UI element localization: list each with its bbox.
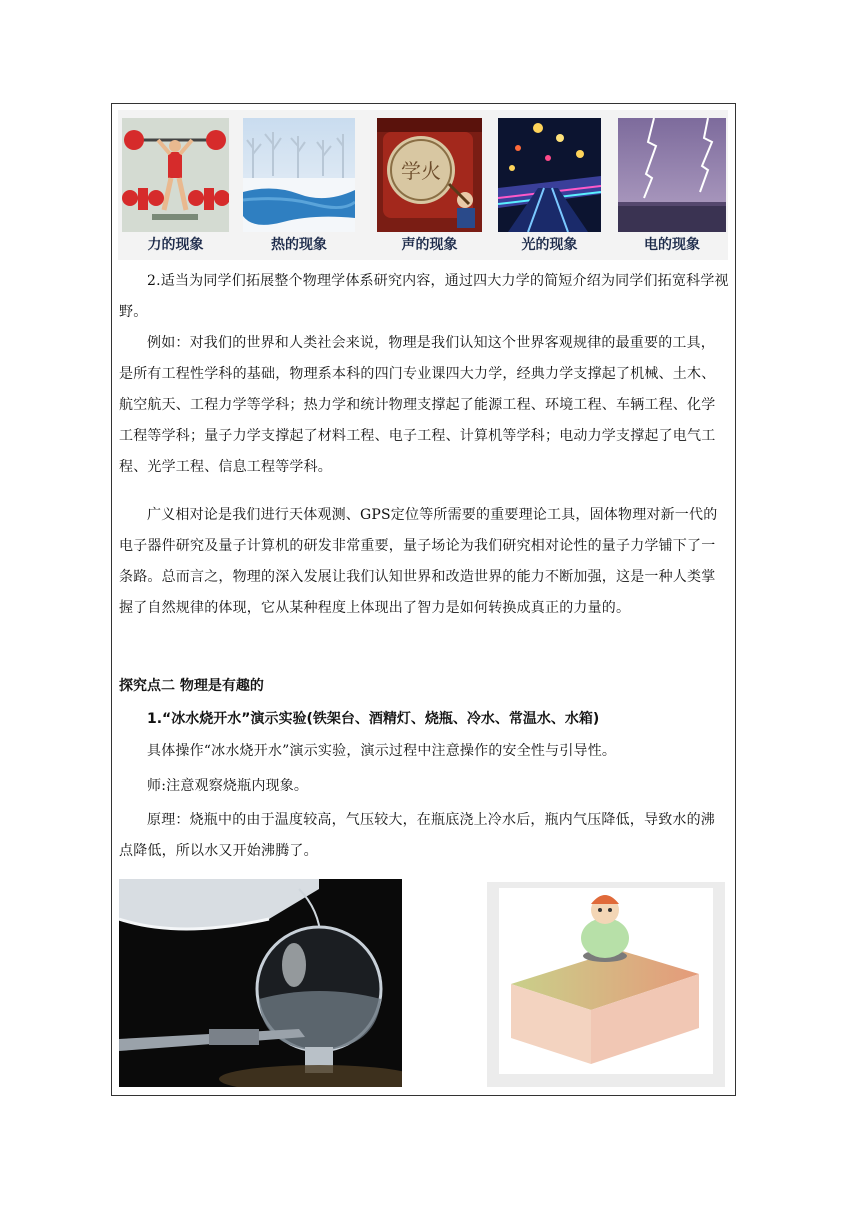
paragraph-teacher: 师:注意观察烧瓶内现象。: [147, 778, 309, 794]
section-heading: 探究点二 物理是有趣的: [119, 678, 264, 694]
paragraph-relativity: 广义相对论是我们进行天体观测、GPS定位等所需要的重要理论工具，固体物理对新一代的电子器件研究及量子计算机的研发非常重要，量子场论为我们研究相对论性的量子力学铺下了一条路。总而言之，物理的深入发展让我们认知世界和改造世界的能力不断加强，这是一种人类掌握了自然规律的体现，它从某种程度上体现出了智力是如何转换成真正的力量的。: [119, 507, 718, 616]
caption-heat: 热的现象: [271, 237, 327, 253]
caption-light: 光的现象: [521, 237, 578, 253]
experiment-heading: 1.“冰水烧开水”演示实验(铁架台、酒精灯、烧瓶、冷水、常温水、水箱): [147, 711, 600, 727]
phenomena-image-strip: [118, 110, 728, 260]
svg-text:学火: 学火: [401, 159, 441, 183]
tumbler-toy-on-block-illustration: [487, 882, 725, 1087]
caption-electricity: 电的现象: [644, 237, 700, 253]
flask-boiling-photo: [119, 879, 402, 1087]
caption-force: 力的现象: [147, 237, 204, 253]
night-lights-photo: [498, 118, 601, 232]
snow-landscape-photo: [243, 118, 355, 232]
paragraph-principle: 原理：烧瓶中的由于温度较高，气压较大，在瓶底浇上冷水后，瓶内气压降低，导致水的沸点降低，所以水又开始沸腾了。: [119, 812, 715, 859]
caption-sound: 声的现象: [401, 237, 458, 253]
paragraph-example: 例如：对我们的世界和人类社会来说，物理是我们认知这个世界客观规律的最重要的工具，是所有工程性学科的基础，物理系本科的四门专业课四大力学，经典力学支撑起了机械、土木、航空航天、工程力学等学科；热力学和统计物理支撑起了能源工程、环境工程、车辆工程、化学工程等学科；量子力学支撑起了材料工程、电子工程、计算机等学科；电动力学支撑起了电气工程、光学工程、信息工程等学科。: [119, 335, 716, 475]
paragraph-operation: 具体操作“冰水烧开水”演示实验，演示过程中注意操作的安全性与引导性。: [147, 743, 617, 759]
weightlifting-photo: [122, 118, 229, 232]
paragraph-extend-physics: 2.适当为同学们拓展整个物理学体系研究内容，通过四大力学的简短介绍为同学们拓宽科学视野。: [119, 273, 729, 320]
drum-photo: [377, 118, 482, 232]
lightning-photo: [618, 118, 726, 232]
